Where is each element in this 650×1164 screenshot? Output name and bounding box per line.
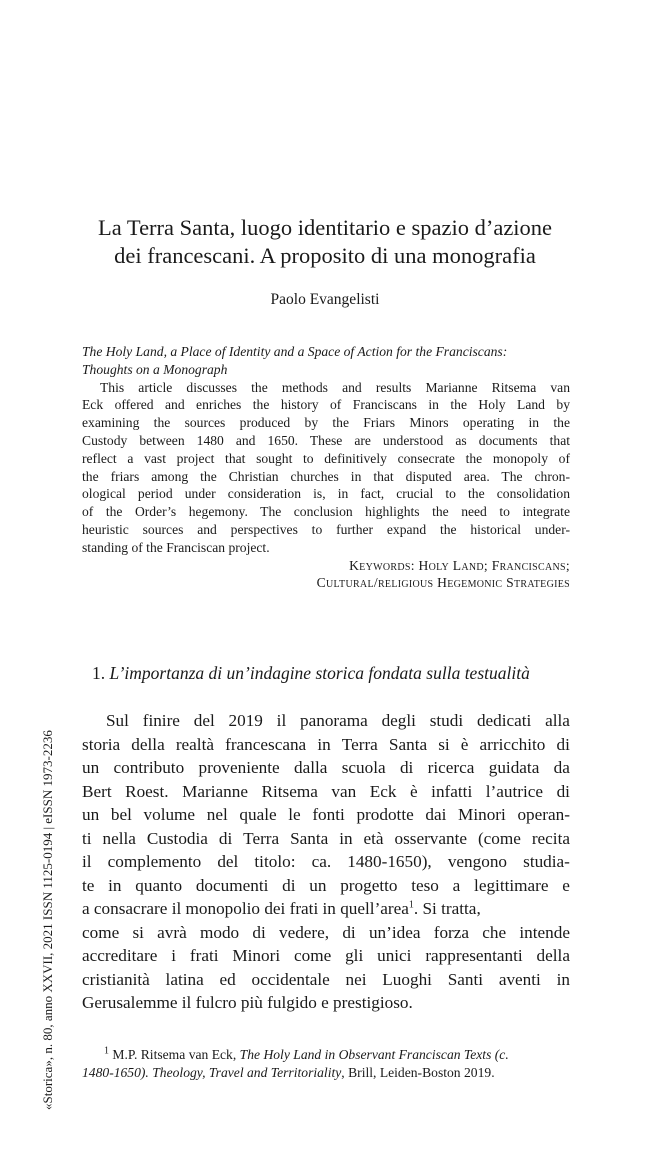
abstract [82,343,570,592]
journal-citation-vertical: «Storica», n. 80, anno XXVII, 2021 ISSN 1125-0194 | eISSN 1973-2236 [40,730,55,1110]
body-line: Gerusalemme il fulcro più fulgido e prestigioso. [82,993,413,1012]
body-line: cristianità latina ed occidentale nei Luoghi Santi aventi in [82,969,570,989]
footnote-author: M.P. Ritsema van Eck, [112,1047,240,1062]
author-name: Paolo Evangelisti [270,291,380,308]
keywords-line-1: Keywords: Holy Land; Franciscans; [349,557,570,573]
footnote [82,1046,570,1082]
section-title: L’importanza di un’indagine storica fondata sulla testualità [109,663,530,683]
article-title [80,214,570,270]
footnote-line-1 [82,1046,570,1064]
article-title-line-2: dei francescani. A proposito di una monografia [114,243,536,268]
english-title-line-1: The Holy Land, a Place of Identity and a Space of Action for the Franciscans: [82,344,508,359]
footnote-number: 1 [104,1045,109,1057]
body-line: il complemento del titolo: ca. 1480-1650), vengono studia- [82,852,570,871]
abstract-line: heuristic sources and perspectives to further expand the historical under- [82,521,570,537]
abstract-line: Custody between 1480 and 1650. These are understood as documents that [82,432,570,448]
footnote-line-2 [82,1064,570,1082]
body-line: Bert Roest. Marianne Ritsema van Eck è infatti l’autrice di [82,781,570,801]
body-paragraph [82,709,570,1015]
body-line-with-footnote [82,897,570,921]
abstract-line: standing of the Franciscan project. [82,539,270,555]
body-line: storia della realtà francescana in Terra Santa si è arricchito di [82,734,570,754]
body-line: ti nella Custodia di Terra Santa in età osservante (come recita [82,828,570,848]
english-title-line-2: Thoughts on a Monograph [82,361,228,377]
body-line: te in quanto documenti di un progetto teso a legittimare e [82,875,570,895]
keywords [82,557,570,593]
body-line: un contributo proveniente dalla scuola di ricerca guidata da [82,758,570,777]
abstract-line: ological period under consideration is, in fact, crucial to the consolidation [82,486,570,502]
abstract-line: This article discusses the methods and results Marianne Ritsema van [100,379,570,395]
footnote-reference[interactable]: 1 [408,899,414,911]
body-line: un bel volume nel quale le fonti prodotte dai Minori operan- [82,805,570,824]
body-line-text: a consacrare il monopolio dei frati in quell’area [82,899,409,918]
body-line-tail: . Si tratta, [413,899,481,918]
footnote-book-title-part-1: The Holy Land in Observant Franciscan Texts (c. [239,1047,509,1062]
footnote-publisher: , Brill, Leiden-Boston 2019. [341,1065,495,1080]
section-heading [92,661,572,685]
abstract-line: examining the sources produced by the Friars Minors operating in the [82,415,570,431]
abstract-line: reflect a vast project that sought to definitively consecrate the monopoly of [82,450,570,466]
article-title-line-1: La Terra Santa, luogo identitario e spazio d’azione [97,215,553,240]
body-line: come si avrà modo di vedere, di un’idea forza che intende [82,922,570,942]
body-line: Sul finire del 2019 il panorama degli studi dedicati alla [106,711,570,730]
footnote-book-title-part-2: 1480-1650). Theology, Travel and Territoriality [82,1065,342,1080]
abstract-line: the friars among the Christian churches in that disputed area. The chron- [82,468,570,484]
abstract-line: Eck offered and enriches the history of Franciscans in the Holy Land by [82,397,570,413]
keywords-line-2: Cultural/religious Hegemonic Strategies [316,575,570,591]
body-line: accreditare i frati Minori come gli unici rappresentanti della [82,946,570,965]
abstract-line: of the Order’s hegemony. The conclusion highlights the need to integrate [82,504,570,520]
abstract-text [82,379,570,557]
english-title [82,343,570,379]
section-number: 1. [92,663,106,683]
